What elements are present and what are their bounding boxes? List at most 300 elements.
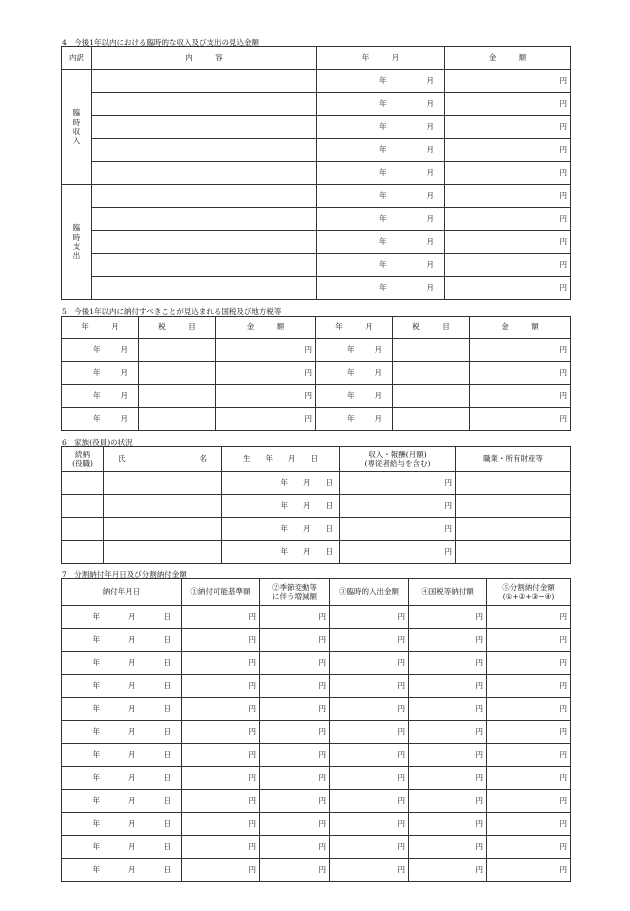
amount-5-field[interactable] xyxy=(487,813,571,836)
yen-unit: 円 xyxy=(559,344,567,354)
amount-2-field[interactable] xyxy=(260,675,330,698)
month-unit: 月 xyxy=(128,726,136,736)
yen-unit: 円 xyxy=(475,634,483,644)
temporary-expense-row xyxy=(62,254,571,277)
amount-4-field[interactable] xyxy=(409,813,487,836)
family-row xyxy=(62,518,571,541)
amount-field[interactable] xyxy=(470,408,571,431)
year-month-field[interactable] xyxy=(62,408,139,431)
temporary-income-row xyxy=(62,93,571,116)
year-month-wrap xyxy=(62,392,138,401)
yen-unit: 円 xyxy=(318,680,326,690)
yen-unit: 円 xyxy=(318,795,326,805)
amount-2-field[interactable] xyxy=(260,744,330,767)
year-month-field[interactable] xyxy=(317,116,445,139)
payment-date-field[interactable] xyxy=(62,698,182,721)
amount-5-field[interactable] xyxy=(487,859,571,882)
header-seasonal-change: ②季節変動等 に伴う増減額 xyxy=(260,579,330,606)
section-7-title: 7 分割納付年月日及び分割納付金額 xyxy=(62,570,187,579)
yen-unit: 円 xyxy=(397,818,405,828)
birth-date-field[interactable] xyxy=(222,541,340,564)
year-month-field[interactable] xyxy=(317,254,445,277)
temporary-income-row xyxy=(62,116,571,139)
yen-unit: 円 xyxy=(559,749,567,759)
month-unit: 月 xyxy=(426,282,434,292)
year-unit: 年 xyxy=(92,611,100,621)
yen-unit: 円 xyxy=(559,772,567,782)
amount-5-field[interactable] xyxy=(487,652,571,675)
yen-unit: 円 xyxy=(318,841,326,851)
year-month-field[interactable] xyxy=(317,208,445,231)
year-month-field[interactable] xyxy=(317,139,445,162)
payment-date-field[interactable] xyxy=(62,813,182,836)
amount-3-field[interactable] xyxy=(330,744,409,767)
amount-3-field[interactable] xyxy=(330,675,409,698)
year-month-wrap xyxy=(317,192,444,201)
amount-1-field[interactable] xyxy=(182,698,260,721)
yen-unit: 円 xyxy=(248,818,256,828)
amount-5-field[interactable] xyxy=(487,836,571,859)
payment-date-field[interactable] xyxy=(62,675,182,698)
amount-2-field[interactable] xyxy=(260,629,330,652)
month-unit: 月 xyxy=(374,367,382,377)
date-wrap xyxy=(62,659,181,668)
day-unit: 日 xyxy=(163,726,171,736)
yen-unit: 円 xyxy=(559,282,567,292)
amount-field[interactable] xyxy=(470,339,571,362)
amount-3-field[interactable] xyxy=(330,813,409,836)
relation-field[interactable] xyxy=(62,541,104,564)
header-tax-2: 税 目 xyxy=(393,317,470,339)
yen-unit: 円 xyxy=(248,749,256,759)
month-unit: 月 xyxy=(128,680,136,690)
installment-row xyxy=(62,744,571,767)
amount-3-field[interactable] xyxy=(330,698,409,721)
content-field[interactable] xyxy=(92,277,317,300)
day-unit: 日 xyxy=(325,546,333,556)
label-char: 時 xyxy=(72,232,81,242)
month-unit: 月 xyxy=(426,75,434,85)
year-unit: 年 xyxy=(92,726,100,736)
amount-field[interactable] xyxy=(445,277,571,300)
yen-unit: 円 xyxy=(248,634,256,644)
content-field[interactable] xyxy=(92,162,317,185)
amount-3-field[interactable] xyxy=(330,606,409,629)
year-month-field[interactable] xyxy=(317,231,445,254)
tax-item-field[interactable] xyxy=(139,385,216,408)
section-6-title: 6 家族(役員)の状況 xyxy=(62,438,133,447)
month-unit: 月 xyxy=(303,477,311,487)
yen-unit: 円 xyxy=(304,344,312,354)
amount-3-field[interactable] xyxy=(330,652,409,675)
payment-date-field[interactable] xyxy=(62,744,182,767)
amount-5-field[interactable] xyxy=(487,629,571,652)
installment-row xyxy=(62,652,571,675)
amount-field[interactable] xyxy=(445,70,571,93)
content-field[interactable] xyxy=(92,116,317,139)
yen-unit: 円 xyxy=(397,772,405,782)
amount-4-field[interactable] xyxy=(409,629,487,652)
amount-field[interactable] xyxy=(445,208,571,231)
year-unit: 年 xyxy=(92,772,100,782)
income-field[interactable] xyxy=(340,518,456,541)
yen-unit: 円 xyxy=(559,98,567,108)
amount-2-field[interactable] xyxy=(260,721,330,744)
amount-1-field[interactable] xyxy=(182,813,260,836)
content-field[interactable] xyxy=(92,70,317,93)
relation-field[interactable] xyxy=(62,495,104,518)
payment-date-field[interactable] xyxy=(62,606,182,629)
month-unit: 月 xyxy=(128,795,136,805)
year-unit: 年 xyxy=(92,703,100,713)
amount-2-field[interactable] xyxy=(260,859,330,882)
month-unit: 月 xyxy=(426,190,434,200)
installment-row xyxy=(62,629,571,652)
amount-field[interactable] xyxy=(216,408,316,431)
yen-unit: 円 xyxy=(559,259,567,269)
yen-unit: 円 xyxy=(475,841,483,851)
year-month-field[interactable] xyxy=(317,70,445,93)
year-unit: 年 xyxy=(280,477,288,487)
year-month-field[interactable] xyxy=(62,339,139,362)
content-field[interactable] xyxy=(92,208,317,231)
installment-row xyxy=(62,813,571,836)
day-unit: 日 xyxy=(163,703,171,713)
yen-unit: 円 xyxy=(475,818,483,828)
payment-date-field[interactable] xyxy=(62,859,182,882)
yen-unit: 円 xyxy=(559,841,567,851)
yen-unit: 円 xyxy=(397,841,405,851)
amount-4-field[interactable] xyxy=(409,675,487,698)
yen-unit: 円 xyxy=(248,864,256,874)
birth-date-field[interactable] xyxy=(222,472,340,495)
installment-row xyxy=(62,790,571,813)
header-year-month-1: 年 月 xyxy=(62,317,139,339)
payment-date-field[interactable] xyxy=(62,721,182,744)
amount-2-field[interactable] xyxy=(260,790,330,813)
amount-3-field[interactable] xyxy=(330,629,409,652)
temporary-income-row xyxy=(62,139,571,162)
yen-unit: 円 xyxy=(475,864,483,874)
amount-4-field[interactable] xyxy=(409,790,487,813)
amount-2-field[interactable] xyxy=(260,652,330,675)
yen-unit: 円 xyxy=(318,634,326,644)
job-field[interactable] xyxy=(456,541,571,564)
name-field[interactable] xyxy=(104,495,222,518)
yen-unit: 円 xyxy=(248,657,256,667)
content-field[interactable] xyxy=(92,139,317,162)
amount-2-field[interactable] xyxy=(260,767,330,790)
year-month-field[interactable] xyxy=(317,93,445,116)
month-unit: 月 xyxy=(128,864,136,874)
header-installment-amount: ⑤分割納付金額 (①+②+③−④) xyxy=(487,579,571,606)
amount-5-field[interactable] xyxy=(487,744,571,767)
yen-unit: 円 xyxy=(559,634,567,644)
amount-4-field[interactable] xyxy=(409,652,487,675)
amount-field[interactable] xyxy=(445,116,571,139)
yen-unit: 円 xyxy=(248,611,256,621)
yen-unit: 円 xyxy=(559,121,567,131)
temporary-expense-row xyxy=(62,208,571,231)
amount-3-field[interactable] xyxy=(330,721,409,744)
amount-field[interactable] xyxy=(445,93,571,116)
header-income: 収入・報酬(月額) (専従者給与を含む) xyxy=(340,447,456,472)
date-wrap xyxy=(62,613,181,622)
year-unit: 年 xyxy=(379,167,387,177)
income-field[interactable] xyxy=(340,472,456,495)
amount-field[interactable] xyxy=(216,385,316,408)
year-unit: 年 xyxy=(379,144,387,154)
year-month-wrap xyxy=(62,346,138,355)
amount-3-field[interactable] xyxy=(330,767,409,790)
yen-unit: 円 xyxy=(397,634,405,644)
amount-4-field[interactable] xyxy=(409,836,487,859)
month-unit: 月 xyxy=(128,634,136,644)
year-month-wrap xyxy=(62,369,138,378)
year-month-field[interactable] xyxy=(316,408,393,431)
year-month-wrap xyxy=(316,369,392,378)
tax-item-field[interactable] xyxy=(139,362,216,385)
tax-row xyxy=(62,362,571,385)
year-month-field[interactable] xyxy=(317,185,445,208)
amount-field[interactable] xyxy=(445,185,571,208)
year-unit: 年 xyxy=(379,98,387,108)
amount-4-field[interactable] xyxy=(409,721,487,744)
amount-4-field[interactable] xyxy=(409,698,487,721)
header-amount-1: 金 額 xyxy=(216,317,316,339)
job-field[interactable] xyxy=(456,495,571,518)
amount-1-field[interactable] xyxy=(182,606,260,629)
year-month-field[interactable] xyxy=(316,339,393,362)
amount-2-field[interactable] xyxy=(260,836,330,859)
amount-field[interactable] xyxy=(470,385,571,408)
amount-1-field[interactable] xyxy=(182,629,260,652)
year-unit: 年 xyxy=(92,841,100,851)
year-unit: 年 xyxy=(92,680,100,690)
income-field[interactable] xyxy=(340,495,456,518)
payment-date-field[interactable] xyxy=(62,767,182,790)
amount-3-field[interactable] xyxy=(330,859,409,882)
amount-5-field[interactable] xyxy=(487,698,571,721)
date-wrap xyxy=(62,797,181,806)
label-char: 収 xyxy=(72,127,81,136)
amount-1-field[interactable] xyxy=(182,790,260,813)
amount-5-field[interactable] xyxy=(487,606,571,629)
day-unit: 日 xyxy=(325,500,333,510)
amount-1-field[interactable] xyxy=(182,675,260,698)
payment-date-field[interactable] xyxy=(62,790,182,813)
month-unit: 月 xyxy=(120,413,128,423)
content-field[interactable] xyxy=(92,93,317,116)
tax-item-field[interactable] xyxy=(393,385,470,408)
yen-unit: 円 xyxy=(559,413,567,423)
yen-unit: 円 xyxy=(559,680,567,690)
year-unit: 年 xyxy=(347,413,355,423)
day-unit: 日 xyxy=(163,818,171,828)
amount-1-field[interactable] xyxy=(182,859,260,882)
family-row xyxy=(62,495,571,518)
yen-unit: 円 xyxy=(444,546,452,556)
amount-5-field[interactable] xyxy=(487,767,571,790)
expected-tax-table xyxy=(61,316,571,431)
payment-date-field[interactable] xyxy=(62,629,182,652)
relation-field[interactable] xyxy=(62,472,104,495)
temporary-expense-row xyxy=(62,231,571,254)
label-char: 臨 xyxy=(72,108,81,118)
tax-row xyxy=(62,408,571,431)
amount-5-field[interactable] xyxy=(487,790,571,813)
yen-unit: 円 xyxy=(248,726,256,736)
amount-field[interactable] xyxy=(445,254,571,277)
year-unit: 年 xyxy=(93,413,101,423)
year-month-field[interactable] xyxy=(62,362,139,385)
day-unit: 日 xyxy=(163,634,171,644)
yen-unit: 円 xyxy=(559,144,567,154)
year-unit: 年 xyxy=(379,259,387,269)
amount-4-field[interactable] xyxy=(409,606,487,629)
tax-item-field[interactable] xyxy=(393,408,470,431)
date-wrap xyxy=(62,843,181,852)
year-unit: 年 xyxy=(280,523,288,533)
day-unit: 日 xyxy=(325,477,333,487)
amount-3-field[interactable] xyxy=(330,836,409,859)
year-unit: 年 xyxy=(92,818,100,828)
yen-unit: 円 xyxy=(475,611,483,621)
amount-3-field[interactable] xyxy=(330,790,409,813)
yen-unit: 円 xyxy=(559,190,567,200)
temporary-income-row xyxy=(62,162,571,185)
yen-unit: 円 xyxy=(397,749,405,759)
year-month-wrap xyxy=(317,100,444,109)
relation-field[interactable] xyxy=(62,518,104,541)
amount-1-field[interactable] xyxy=(182,767,260,790)
year-month-wrap xyxy=(316,415,392,424)
header-payment-date: 納付年月日 xyxy=(62,579,182,606)
month-unit: 月 xyxy=(128,703,136,713)
month-unit: 月 xyxy=(120,344,128,354)
yen-unit: 円 xyxy=(475,703,483,713)
amount-field[interactable] xyxy=(445,162,571,185)
birth-date-field[interactable] xyxy=(222,495,340,518)
date-wrap xyxy=(222,502,339,511)
date-wrap xyxy=(62,636,181,645)
yen-unit: 円 xyxy=(397,703,405,713)
job-field[interactable] xyxy=(456,518,571,541)
amount-1-field[interactable] xyxy=(182,744,260,767)
yen-unit: 円 xyxy=(559,213,567,223)
yen-unit: 円 xyxy=(397,680,405,690)
year-month-wrap xyxy=(316,346,392,355)
yen-unit: 円 xyxy=(475,772,483,782)
name-field[interactable] xyxy=(104,541,222,564)
temporary-income-expense-table xyxy=(61,46,571,300)
tax-item-field[interactable] xyxy=(393,339,470,362)
amount-1-field[interactable] xyxy=(182,652,260,675)
year-unit: 年 xyxy=(347,367,355,377)
year-month-field[interactable] xyxy=(316,385,393,408)
yen-unit: 円 xyxy=(318,703,326,713)
amount-4-field[interactable] xyxy=(409,859,487,882)
amount-field[interactable] xyxy=(216,339,316,362)
year-month-field[interactable] xyxy=(317,162,445,185)
content-field[interactable] xyxy=(92,231,317,254)
payment-date-field[interactable] xyxy=(62,652,182,675)
yen-unit: 円 xyxy=(559,703,567,713)
amount-field[interactable] xyxy=(445,139,571,162)
day-unit: 日 xyxy=(163,680,171,690)
amount-5-field[interactable] xyxy=(487,721,571,744)
day-unit: 日 xyxy=(163,795,171,805)
income-field[interactable] xyxy=(340,541,456,564)
tax-item-field[interactable] xyxy=(139,408,216,431)
year-unit: 年 xyxy=(280,500,288,510)
month-unit: 月 xyxy=(426,213,434,223)
year-month-wrap xyxy=(317,238,444,247)
yen-unit: 円 xyxy=(397,611,405,621)
amount-field[interactable] xyxy=(470,362,571,385)
day-unit: 日 xyxy=(163,749,171,759)
year-month-field[interactable] xyxy=(316,362,393,385)
year-unit: 年 xyxy=(92,634,100,644)
name-field[interactable] xyxy=(104,472,222,495)
content-field[interactable] xyxy=(92,254,317,277)
amount-2-field[interactable] xyxy=(260,606,330,629)
year-unit: 年 xyxy=(280,546,288,556)
date-wrap xyxy=(62,820,181,829)
year-month-field[interactable] xyxy=(62,385,139,408)
amount-4-field[interactable] xyxy=(409,744,487,767)
year-unit: 年 xyxy=(92,657,100,667)
yen-unit: 円 xyxy=(559,367,567,377)
amount-4-field[interactable] xyxy=(409,767,487,790)
header-name: 氏 名 xyxy=(104,447,222,472)
tax-item-field[interactable] xyxy=(393,362,470,385)
amount-2-field[interactable] xyxy=(260,813,330,836)
amount-5-field[interactable] xyxy=(487,675,571,698)
family-row xyxy=(62,472,571,495)
yen-unit: 円 xyxy=(318,726,326,736)
content-field[interactable] xyxy=(92,185,317,208)
name-field[interactable] xyxy=(104,518,222,541)
amount-1-field[interactable] xyxy=(182,836,260,859)
yen-unit: 円 xyxy=(248,680,256,690)
job-field[interactable] xyxy=(456,472,571,495)
day-unit: 日 xyxy=(163,772,171,782)
yen-unit: 円 xyxy=(475,795,483,805)
date-wrap xyxy=(222,525,339,534)
yen-unit: 円 xyxy=(559,236,567,246)
header-content: 内 容 xyxy=(92,47,317,70)
tax-item-field[interactable] xyxy=(139,339,216,362)
amount-field[interactable] xyxy=(216,362,316,385)
temporary-income-label xyxy=(62,70,92,185)
date-wrap xyxy=(62,728,181,737)
birth-date-field[interactable] xyxy=(222,518,340,541)
amount-2-field[interactable] xyxy=(260,698,330,721)
header-kind: 内訳 xyxy=(62,47,92,70)
yen-unit: 円 xyxy=(304,413,312,423)
payment-date-field[interactable] xyxy=(62,836,182,859)
amount-field[interactable] xyxy=(445,231,571,254)
yen-unit: 円 xyxy=(559,657,567,667)
yen-unit: 円 xyxy=(397,726,405,736)
year-month-wrap xyxy=(317,146,444,155)
year-month-field[interactable] xyxy=(317,277,445,300)
day-unit: 日 xyxy=(163,611,171,621)
amount-1-field[interactable] xyxy=(182,721,260,744)
year-unit: 年 xyxy=(379,236,387,246)
date-wrap xyxy=(62,751,181,760)
